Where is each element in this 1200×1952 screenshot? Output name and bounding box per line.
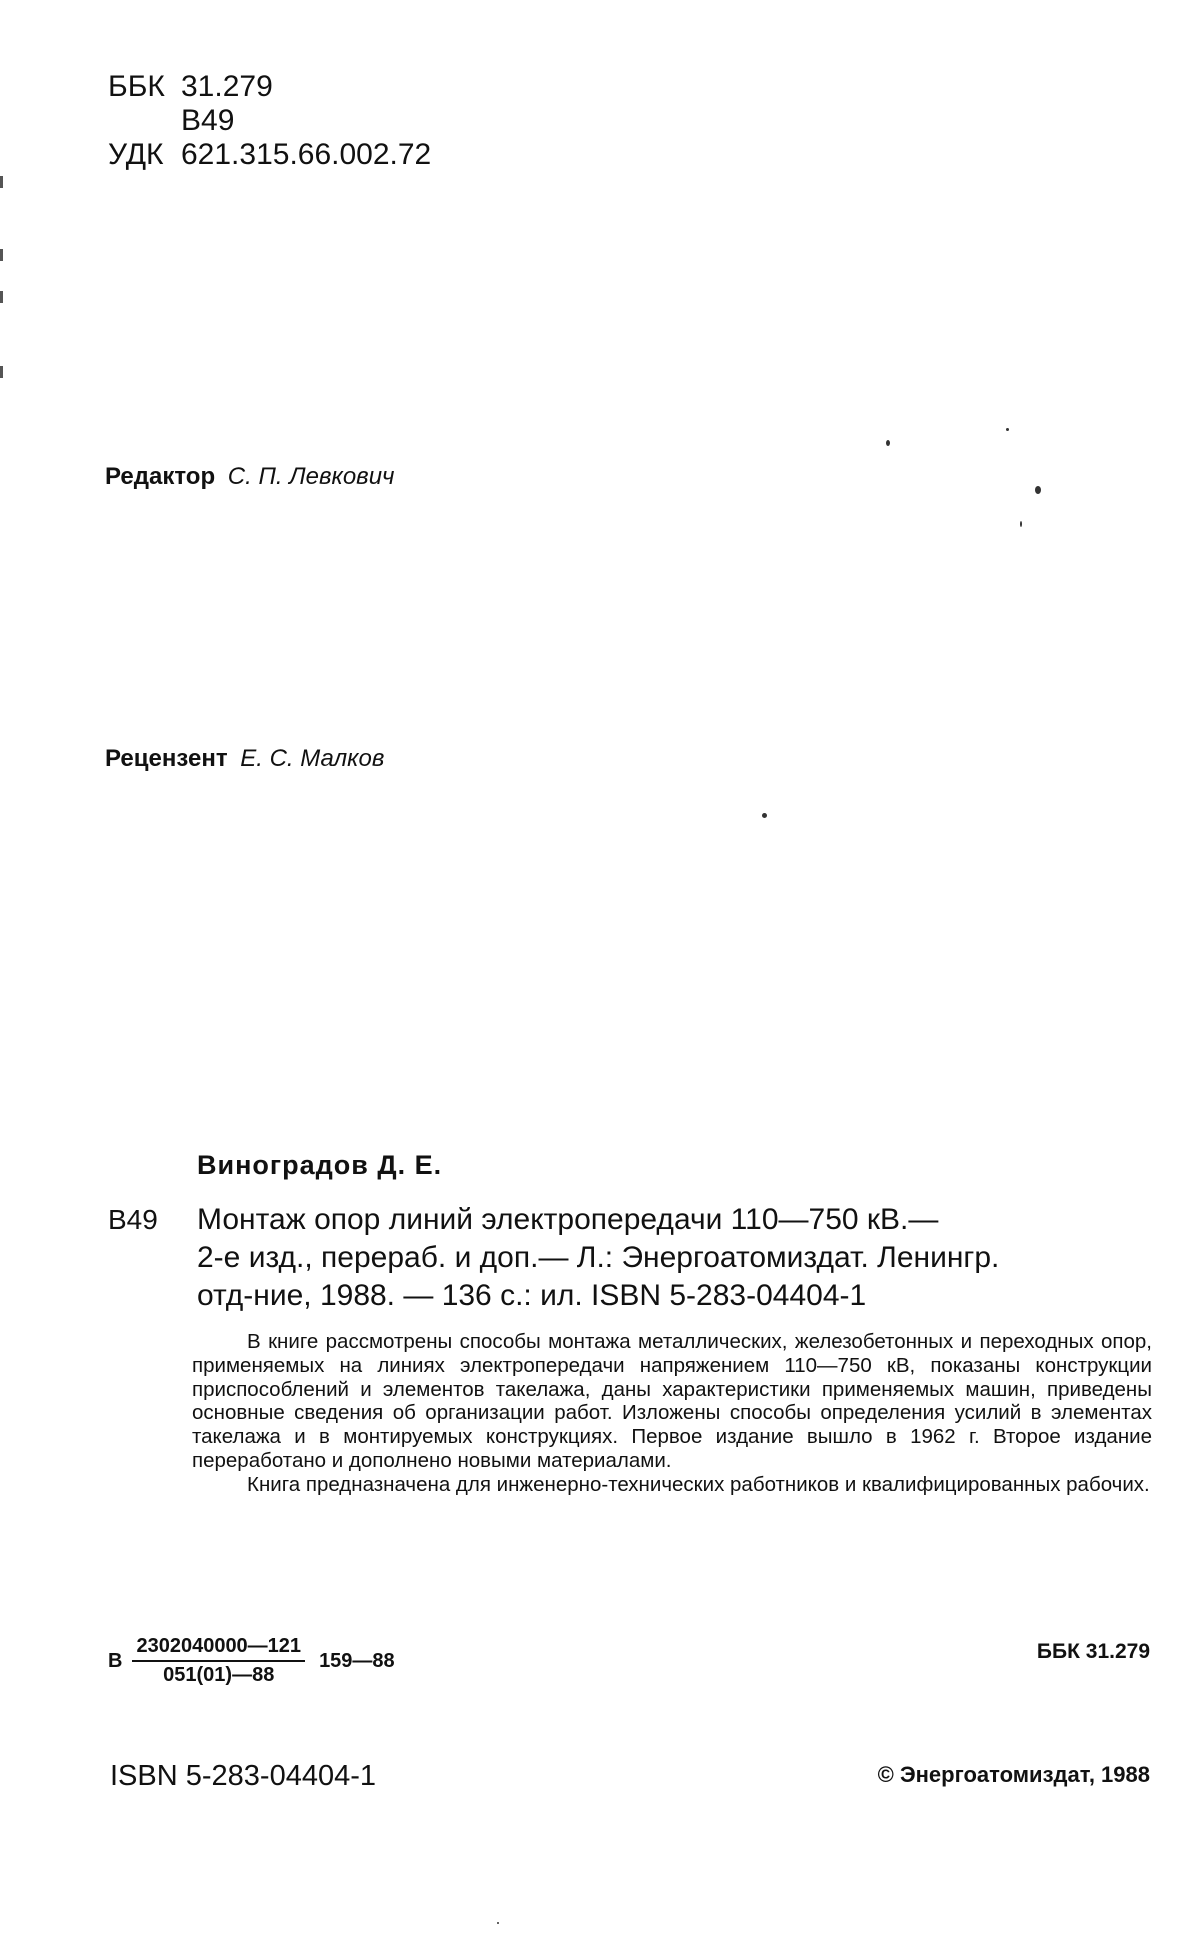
bbk-footer: ББК 31.279	[1036, 1640, 1150, 1663]
print-speck	[497, 1922, 499, 1924]
bibliography-line: отд-ние, 1988. — 136 с.: ил. ISBN 5-283-04404-1	[197, 1279, 867, 1312]
bibliography-line: 2-е изд., перераб. и доп.— Л.: Энергоатомиздат. Ленингр.	[197, 1241, 1000, 1274]
margin-mark	[0, 366, 3, 378]
author-mark: В49	[181, 104, 235, 137]
classification-block	[108, 70, 431, 172]
reviewer-name: Е. С. Малков	[240, 745, 385, 772]
code-suffix: 159—88	[319, 1649, 395, 1672]
annotation-paragraph: В книге рассмотрены способы монтажа металлических, железобетонных и переходных опор, применяемых на линиях электропередачи напряжением 110—750 кВ, показаны конструкции приспособлений и элементов такелажа, даны характеристики применяемых машин, приведены основные сведения об организации работ. Изложены способы определения усилий в элементах такелажа и в монтируемых конструкциях. Первое издание вышло в 1962 г. Второе издание переработано и дополнено новыми материалами.	[192, 1330, 1152, 1472]
bbk-label: ББК	[108, 70, 165, 103]
udk-value: 621.315.66.002.72	[181, 138, 432, 171]
bibliography-author: Виноградов Д. Е.	[197, 1150, 443, 1180]
bibliography-line: Монтаж опор линий электропередачи 110—750 кВ.—	[197, 1203, 939, 1236]
print-speck	[1020, 521, 1022, 527]
code-numerator: 2302040000—121	[132, 1635, 305, 1662]
copyright: © Энергоатомиздат, 1988	[877, 1762, 1150, 1787]
editor-credit	[105, 463, 394, 491]
reviewer-credit	[105, 745, 384, 773]
margin-mark	[0, 291, 3, 303]
print-speck	[886, 440, 890, 446]
reviewer-role: Рецензент	[105, 745, 228, 772]
bibliographic-description	[197, 1201, 1152, 1315]
code-fraction	[132, 1635, 305, 1687]
bbk-value: 31.279	[181, 70, 273, 103]
publication-code	[108, 1635, 395, 1687]
code-denominator: 051(01)—88	[163, 1664, 275, 1686]
udk-label: УДК	[108, 138, 164, 171]
margin-mark	[0, 176, 3, 188]
editor-name: С. П. Левкович	[227, 463, 395, 490]
isbn: ISBN 5-283-04404-1	[110, 1760, 376, 1792]
code-prefix: В	[108, 1649, 123, 1672]
print-speck	[1035, 486, 1041, 494]
annotation	[192, 1330, 1152, 1497]
bibliography-mark: В49	[108, 1204, 158, 1235]
annotation-paragraph: Книга предназначена для инженерно-технических работников и квалифицированных рабочих.	[247, 1472, 1150, 1496]
print-speck	[1006, 428, 1009, 431]
print-speck	[762, 813, 767, 818]
editor-role: Редактор	[105, 463, 216, 490]
margin-mark	[0, 249, 3, 261]
